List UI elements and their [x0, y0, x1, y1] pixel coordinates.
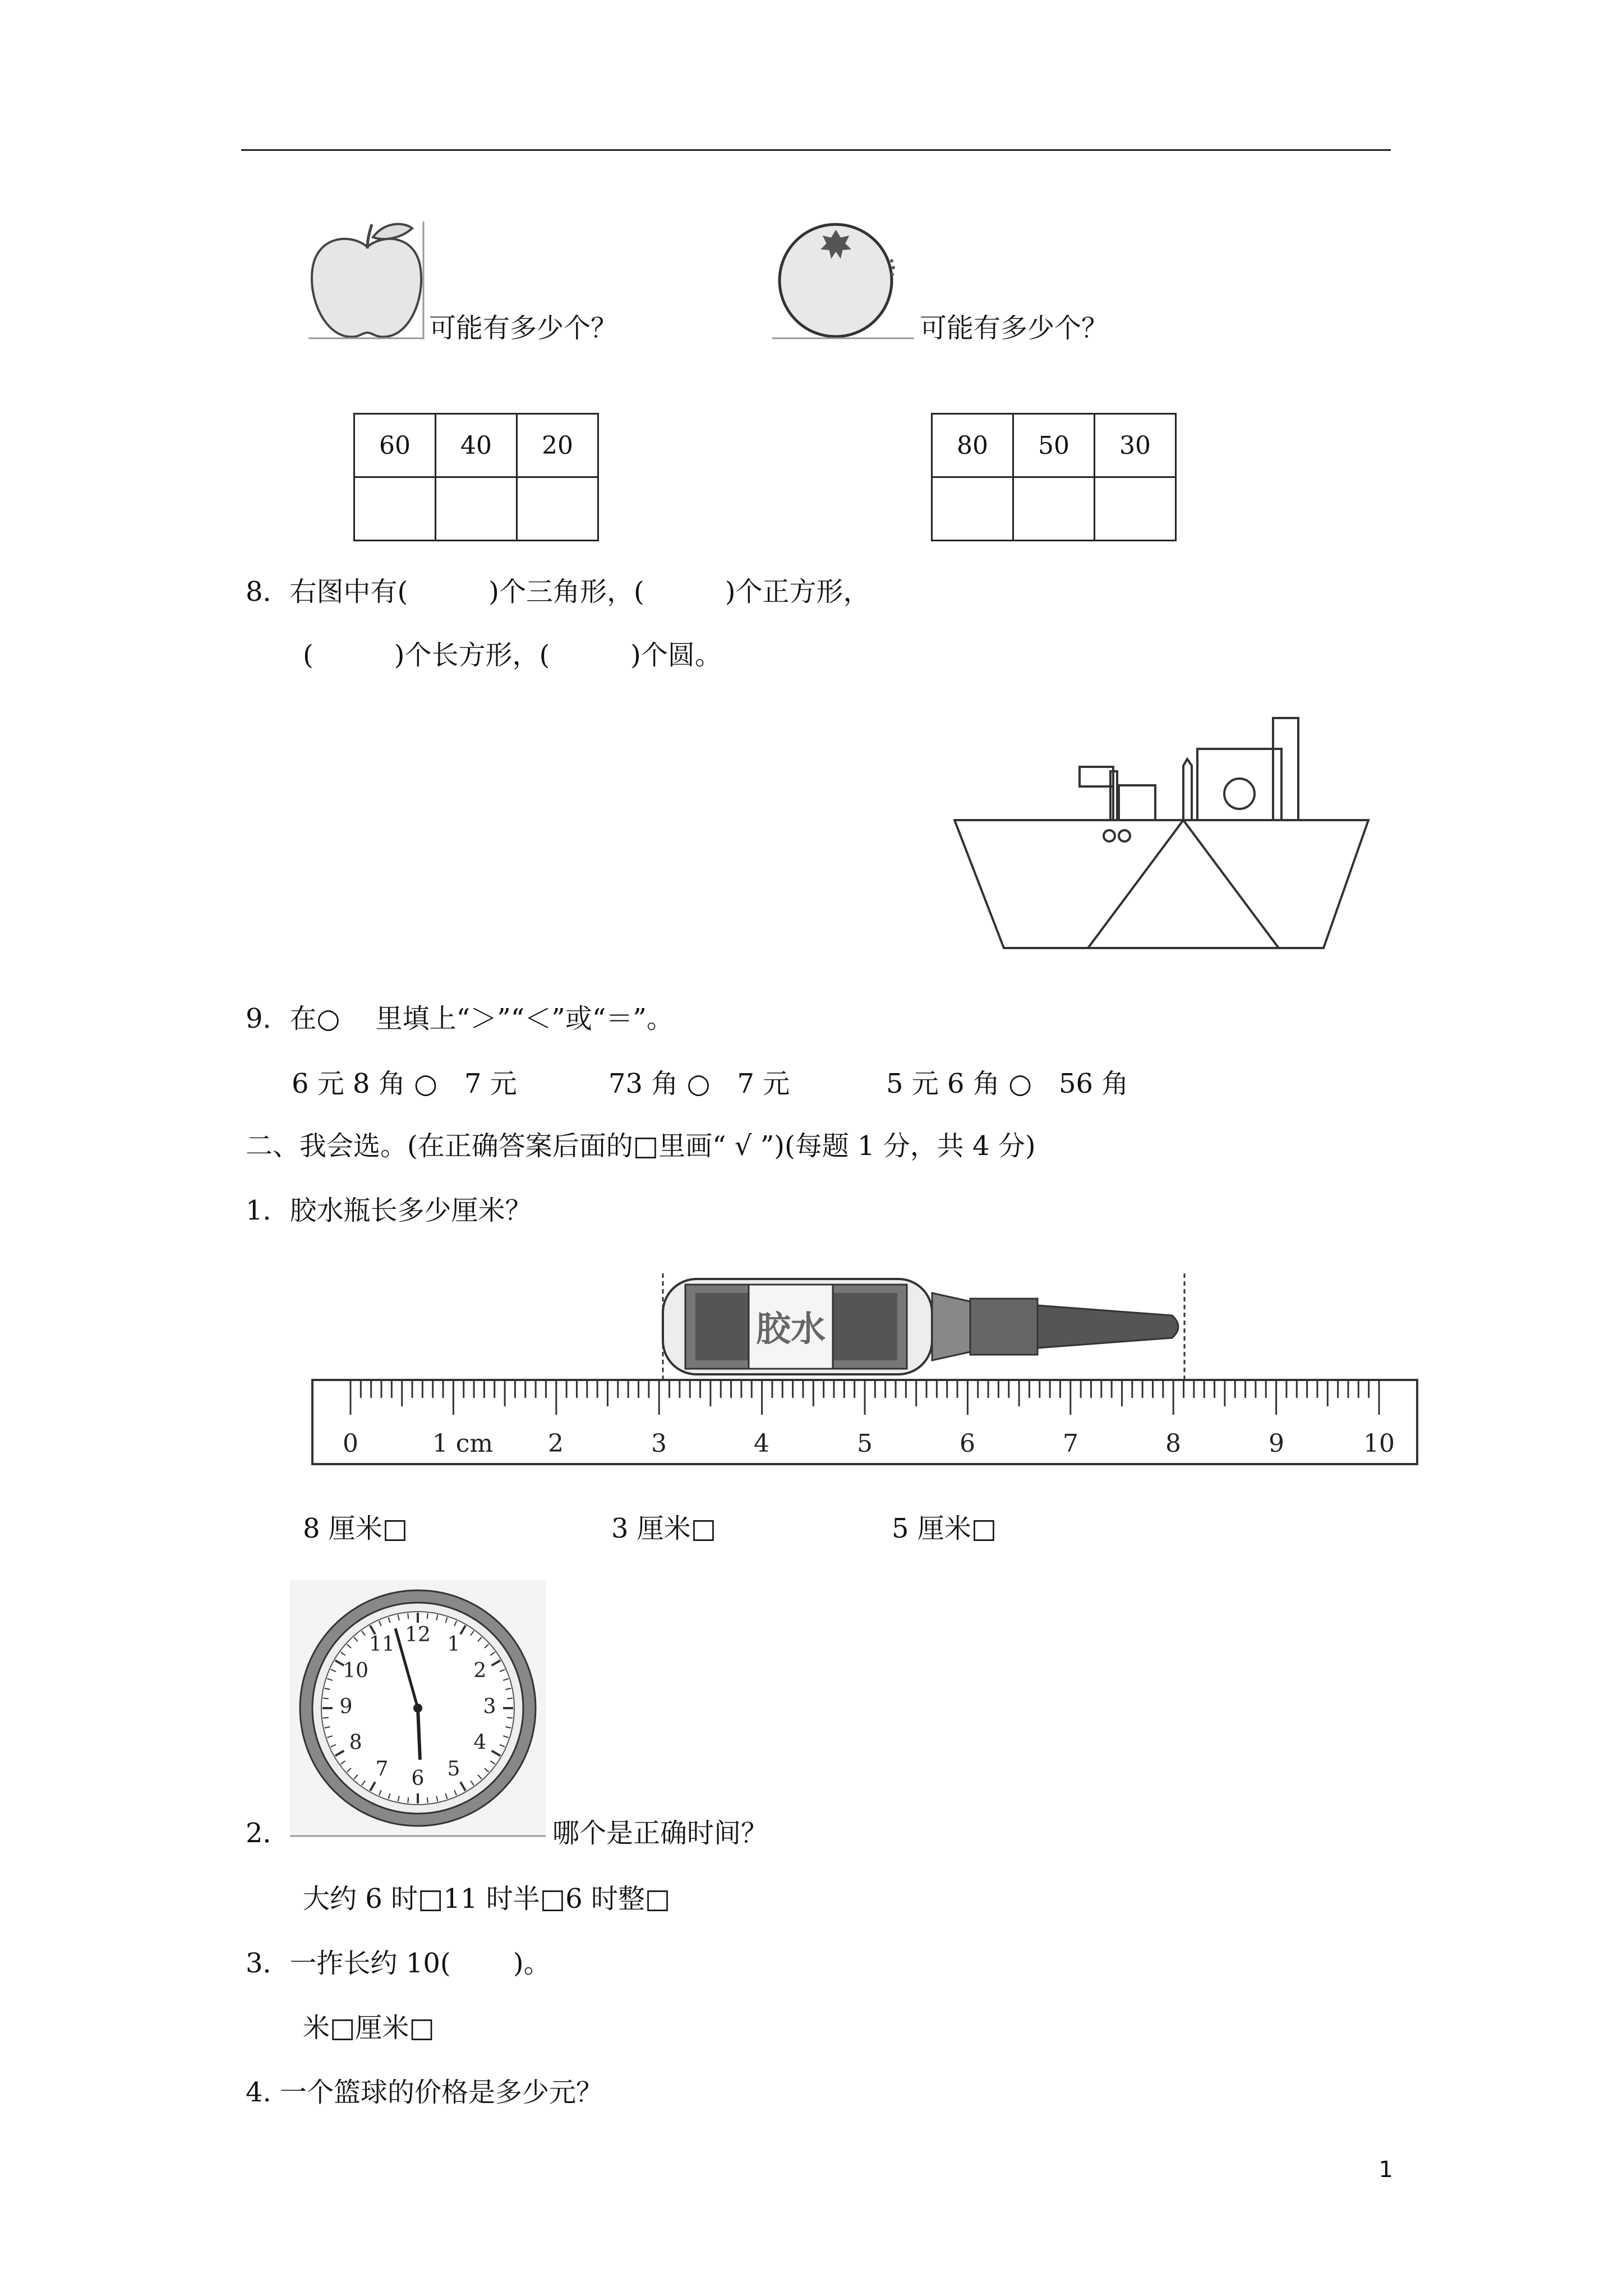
answer-cell[interactable] [932, 477, 1013, 541]
apple-image [306, 216, 429, 342]
clock-number: 5 [447, 1757, 460, 1780]
q9-item: 5 元 6 角 ○ 56 角 [886, 1068, 1129, 1099]
q8-line1: 8．右图中有( )个三角形，( )个正方形， [246, 576, 870, 608]
clock-number: 4 [473, 1731, 487, 1754]
clock-number: 9 [339, 1695, 353, 1718]
answer-cell[interactable] [1095, 477, 1176, 541]
ruler-label: 3 [651, 1429, 667, 1458]
ruler-label: 0 [343, 1429, 358, 1458]
answer-cell[interactable] [517, 477, 598, 541]
orange-options-table [931, 413, 1177, 541]
answer-cell[interactable] [436, 477, 517, 541]
clock-image [289, 1579, 547, 1837]
ruler-image [311, 1379, 1419, 1469]
q2-options[interactable]: 大约 6 时□11 时半□6 时整□ [303, 1883, 671, 1915]
orange-question: 可能有多少个？ [920, 312, 1109, 344]
ruler-label: 5 [857, 1429, 873, 1458]
q4-prompt: 4. 一个篮球的价格是多少元？ [246, 2077, 603, 2108]
ruler-label: 1 cm [432, 1429, 494, 1458]
q1-option[interactable]: 3 厘米□ [611, 1513, 717, 1544]
page-number: 1 [1378, 2157, 1393, 2183]
q9-item: 6 元 8 角 ○ 7 元 [292, 1068, 517, 1099]
apple-options-table [353, 413, 599, 541]
clock-tick [507, 1698, 513, 1699]
clock-tick [427, 1613, 428, 1619]
q9-item: 73 角 ○ 7 元 [608, 1068, 790, 1099]
header-rule [241, 149, 1391, 151]
clock-number: 7 [375, 1757, 389, 1780]
answer-cell[interactable] [354, 477, 436, 541]
orange-option: 30 [1095, 414, 1176, 477]
apple-option: 40 [436, 414, 517, 477]
q8-line2: ( )个长方形，( )个圆。 [303, 639, 722, 671]
clock-number: 12 [405, 1623, 431, 1646]
clock-number: 6 [411, 1767, 425, 1790]
apple-option: 20 [517, 414, 598, 477]
section2-heading: 二、我会选。(在正确答案后面的□里画“ √ ”)(每题 1 分，共 4 分) [246, 1130, 1036, 1162]
ruler-label: 10 [1363, 1429, 1395, 1458]
q2-number: 2． [246, 1818, 290, 1849]
q1-option[interactable]: 5 厘米□ [892, 1513, 997, 1544]
clock-number: 2 [473, 1659, 487, 1682]
apple-option: 60 [354, 414, 436, 477]
hour-hand [418, 1708, 420, 1760]
bottle-label: 胶水 [755, 1308, 826, 1349]
q3-prompt: 3．一拃长约 10( )。 [246, 1948, 551, 1979]
clock-number: 8 [349, 1731, 362, 1754]
apple-question: 可能有多少个？ [429, 312, 618, 344]
clock-number: 1 [447, 1633, 460, 1657]
answer-cell[interactable] [1013, 477, 1095, 541]
clock-number: 3 [483, 1695, 496, 1718]
q1-prompt: 1．胶水瓶长多少厘米？ [246, 1195, 532, 1226]
clock-number: 11 [369, 1633, 395, 1657]
clock-tick [323, 1698, 329, 1699]
orange-option: 50 [1013, 414, 1095, 477]
ruler-label: 8 [1165, 1429, 1181, 1458]
ruler-label: 9 [1269, 1429, 1284, 1458]
clock-number: 10 [343, 1659, 369, 1682]
boat-shapes-figure [953, 715, 1374, 962]
q1-option[interactable]: 8 厘米□ [303, 1513, 408, 1544]
ruler-label: 6 [960, 1429, 975, 1458]
orange-image [771, 216, 917, 342]
q2-prompt: 哪个是正确时间？ [552, 1818, 768, 1849]
orange-option: 80 [932, 414, 1013, 477]
q3-options[interactable]: 米□厘米□ [303, 2012, 435, 2044]
clock-tick [427, 1797, 428, 1803]
ruler-label: 4 [754, 1429, 769, 1458]
glue-bottle-image [656, 1271, 1189, 1383]
ruler-label: 2 [548, 1429, 564, 1458]
q9-prompt: 9．在○ 里填上“＞”“＜”或“＝”。 [246, 1003, 674, 1034]
ruler-label: 7 [1063, 1429, 1078, 1458]
